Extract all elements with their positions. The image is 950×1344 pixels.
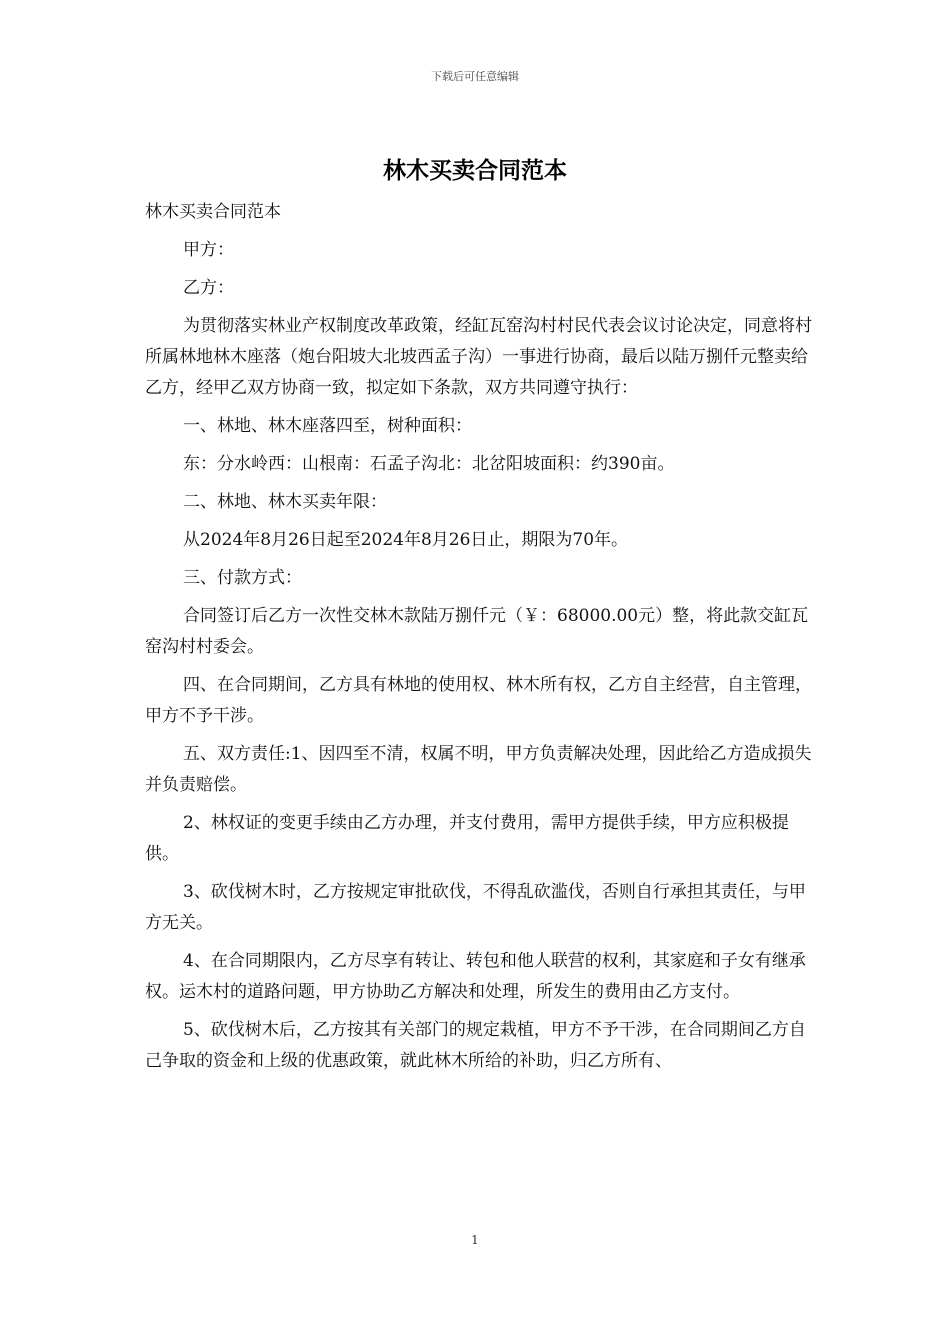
paragraph: 2、林权证的变更手续由乙方办理，并支付费用，需甲方提供手续，甲方应积极提供。 xyxy=(145,813,789,864)
header-note: 下载后可任意编辑 xyxy=(431,70,519,83)
paragraph: 一、林地、林木座落四至，树种面积： xyxy=(183,416,472,436)
paragraph: 乙方： xyxy=(183,278,234,298)
paragraph: 五、双方责任:1、因四至不清，权属不明，甲方负责解决处理，因此给乙方造成损失并负责赔偿。 xyxy=(145,744,812,795)
paragraph: 三、付款方式： xyxy=(183,568,302,588)
document-title: 林木买卖合同范本 xyxy=(383,158,567,184)
paragraph: 合同签订后乙方一次性交林木款陆万捌仟元（￥：68000.00元）整，将此款交缸瓦窑沟村村委会。 xyxy=(145,606,809,657)
paragraph: 四、在合同期间，乙方具有林地的使用权、林木所有权，乙方自主经营，自主管理，甲方不予干涉。 xyxy=(145,675,812,726)
paragraph: 3、砍伐树木时，乙方按规定审批砍伐，不得乱砍滥伐，否则自行承担其责任，与甲方无关。 xyxy=(145,882,806,933)
document-body xyxy=(145,197,813,1084)
paragraph: 林木买卖合同范本 xyxy=(145,202,281,222)
paragraph: 为贯彻落实林业产权制度改革政策，经缸瓦窑沟村村民代表会议讨论决定，同意将村所属林地林木座落（炮台阳坡大北坡西孟子沟）一事进行协商，最后以陆万捌仟元整卖给乙方，经甲乙双方协商一致，拟定如下条款，双方共同遵守执行： xyxy=(145,316,812,398)
paragraph: 5、砍伐树木后，乙方按其有关部门的规定栽植，甲方不予干涉，在合同期间乙方自己争取的资金和上级的优惠政策，就此林木所给的补助，归乙方所有、 xyxy=(145,1020,806,1071)
paragraph: 4、在合同期限内，乙方尽享有转让、转包和他人联营的权利，其家庭和子女有继承权。运木村的道路问题，甲方协助乙方解决和处理，所发生的费用由乙方支付。 xyxy=(145,951,806,1002)
paragraph: 二、林地、林木买卖年限： xyxy=(183,492,387,512)
paragraph: 东：分水岭西：山根南：石孟子沟北：北岔阳坡面积：约390亩。 xyxy=(183,454,675,474)
paragraph: 从2024年8月26日起至2024年8月26日止，期限为70年。 xyxy=(183,530,629,550)
page-number: 1 xyxy=(471,1233,479,1247)
paragraph: 甲方： xyxy=(183,240,234,260)
